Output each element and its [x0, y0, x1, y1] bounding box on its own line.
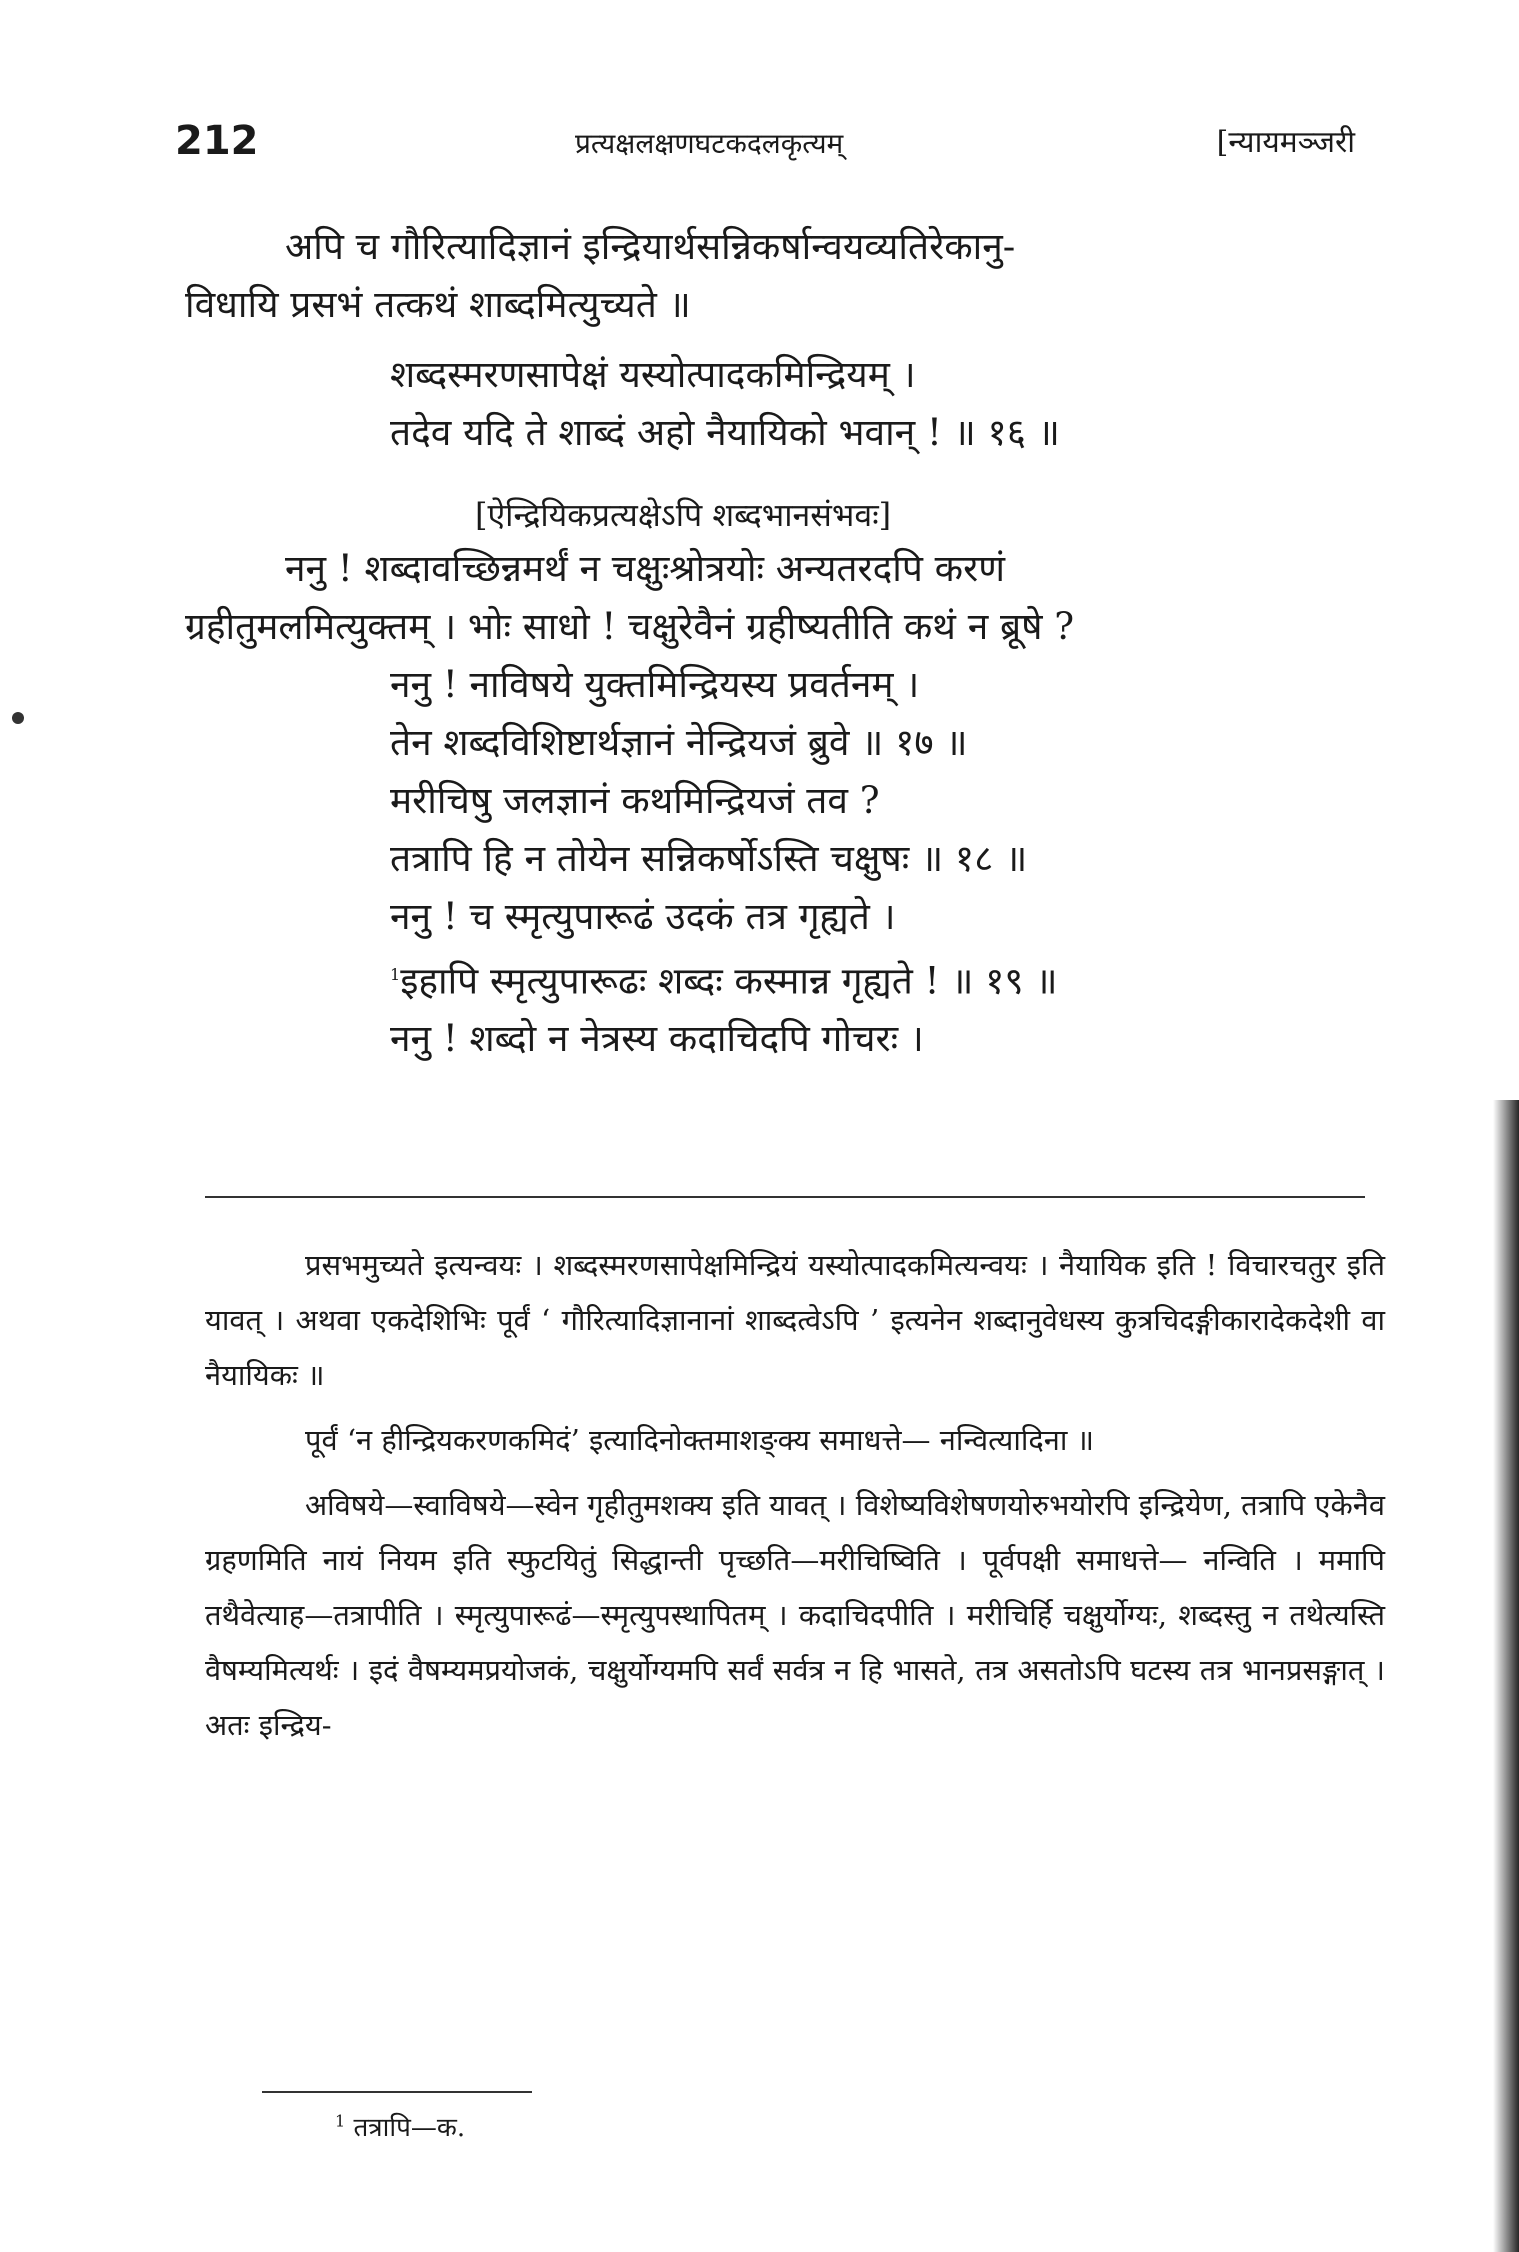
commentary-paragraph: [205, 1413, 1385, 1468]
commentary-text: इत्यन्वयः । शब्दस्मरणसापेक्षमिन्द्रियं यस्योत्पादकमित्यन्वयः । नैयायिक इति ! विचारचतुर इति यावत् । अथवा एकदेशिभिः पूर्वं ‘ गौरित्यादिज्ञानानां शाब्दत्वेऽपि ’ इत्यनेन शब्दानुवेधस्य कुत्रचिदङ्गीकारादेकदेशी वा नैयायिकः ॥: [205, 1248, 1385, 1392]
lemma: प्रसभमुच्यते: [305, 1248, 424, 1282]
commentary-paragraph: [205, 1478, 1385, 1753]
running-header: [175, 118, 1355, 178]
prose-line: अपि च गौरित्यादिज्ञानं इन्द्रियार्थसन्निकर्षान्वयव्यतिरेकानु-: [285, 225, 1016, 268]
commentary-paragraph: [205, 1238, 1385, 1403]
footnote: [335, 2108, 465, 2144]
text-divider: [205, 1196, 1365, 1198]
commentary-text: ‘न हीन्द्रियकरणकमिदं’ इत्यादिनोक्तमाशङ्क्य समाधत्ते— नन्वित्यादिना ॥: [346, 1423, 1094, 1457]
footnote-ref: 1: [390, 965, 401, 984]
footnote-rule: [262, 2091, 532, 2093]
speck-mark: [12, 712, 24, 724]
verse-line: तेन शब्दविशिष्टार्थज्ञानं नेन्द्रियजं ब्रुवे ॥ १७ ॥: [390, 721, 968, 764]
verse-line: तत्रापि हि न तोयेन सन्निकर्षोऽस्ति चक्षुषः ॥ १८ ॥: [390, 837, 1028, 880]
lemma: अविषये—: [305, 1488, 414, 1522]
verse-line: ननु ! नाविषये युक्तमिन्द्रियस्य प्रवर्तनम् ।: [390, 663, 920, 706]
prose-line: ननु ! शब्दावच्छिन्नमर्थं न चक्षुःश्रोत्रयोः अन्यतरदपि करणं: [285, 547, 1005, 590]
footnote-text: तत्रापि—क.: [353, 2113, 466, 2143]
prose-line: विधायि प्रसभं तत्कथं शाब्दमित्युच्यते ॥: [185, 283, 691, 326]
footnote-mark: 1: [335, 2111, 346, 2131]
main-text: [185, 218, 1375, 1068]
page-edge-shadow: [1493, 1100, 1519, 2252]
verse-line: मरीचिषु जलज्ञानं कथमिन्द्रियजं तव ?: [390, 779, 880, 822]
verse-line: [185, 946, 1375, 1010]
prose-line: ग्रहीतुमलमित्युक्तम् । भोः साधो ! चक्षुरेवैनं ग्रहीष्यतीति कथं न ब्रूषे ?: [185, 605, 1075, 648]
section-title: [न्यायमञ्जरी: [1216, 125, 1355, 160]
lemma: पूर्वं: [305, 1423, 338, 1457]
commentary-text: स्वाविषये—स्वेन गृहीतुमशक्य इति यावत् । विशेष्यविशेषणयोरुभयोरपि इन्द्रियेण, तत्रापि एकेनैव ग्रहणमिति नायं नियम इति स्फुटयितुं सिद्धान्ती पृच्छति—मरीचिष्विति । पूर्वपक्षी समाधत्ते— नन्विति । ममापि तथैवेत्याह—तत्रापीति । स्मृत्युपारूढं—स्मृत्युपस्थापितम् । कदाचिदपीति । मरीचिर्हि चक्षुर्योग्यः, शब्दस्तु न तथेत्यस्ति वैषम्यमित्यर्थः । इदं वैषम्यमप्रयोजकं, चक्षुर्योग्यमपि सर्वं सर्वत्र न हि भासते, तत्र असतोऽपि घटस्य तत्र भानप्रसङ्गात् । अतः इन्द्रिय-: [205, 1488, 1385, 1742]
verse-text: इहापि स्मृत्युपारूढः शब्दः कस्मान्न गृह्यते ! ॥ १९ ॥: [400, 959, 1058, 1003]
running-title: प्रत्यक्षलक्षणघटकदलकृत्यम्: [575, 127, 844, 160]
verse-line: ननु ! शब्दो न नेत्रस्य कदाचिदपि गोचरः ।: [390, 1017, 924, 1061]
page-number: 212: [175, 118, 259, 164]
verse-line: ननु ! च स्मृत्युपारूढं उदकं तत्र गृह्यते ।: [390, 895, 896, 938]
verse-line: शब्दस्मरणसापेक्षं यस्योत्पादकमिन्द्रियम् ।: [390, 353, 916, 396]
commentary: [205, 1238, 1385, 1763]
section-heading: [ऐन्द्रियिकप्रत्यक्षेऽपि शब्दभानसंभवः]: [475, 496, 892, 534]
verse-line: तदेव यदि ते शाब्दं अहो नैयायिको भवान् ! ॥ १६ ॥: [390, 411, 1060, 454]
